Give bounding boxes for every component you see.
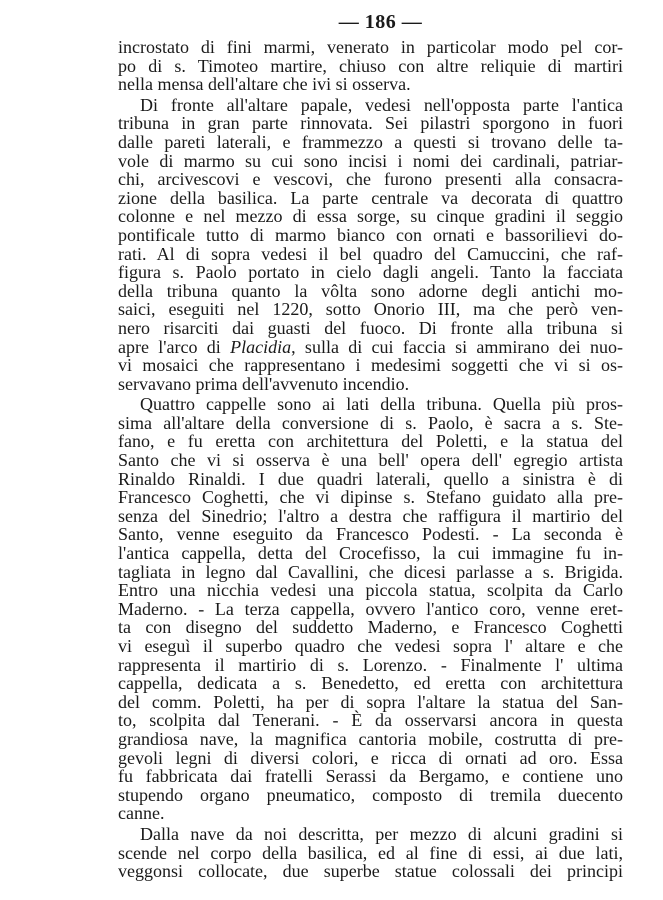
text-line: veggonsi collocate, due superbe statue colossali dei principi <box>118 861 623 882</box>
text-line: Entro una nicchia vedesi una piccola statua, scolpita da Carlo <box>118 580 623 601</box>
text-line: fu fabbricata dai fratelli Serassi da Bergamo, e contiene uno <box>118 766 623 787</box>
text-line: rati. Al di sopra vedesi il bel quadro del Camuccini, che raf- <box>118 243 623 264</box>
paragraph-4 <box>118 825 623 881</box>
text-line: Francesco Coghetti, che vi dipinse s. Stefano guidato alla pre- <box>118 487 623 508</box>
text-line: vi mosaici che rappresentano i medesimi soggetti che vi si os- <box>118 355 623 376</box>
text-line: Quattro cappelle sono ai lati della tribuna. Quella più pros- <box>140 394 623 415</box>
text-line: vole di marmo su cui sono incisi i nomi dei cardinali, patriar- <box>118 150 623 171</box>
text-line: ta con disegno del suddetto Maderno, e Francesco Coghetti <box>118 617 623 638</box>
text-line: nero risarciti dai guasti del fuoco. Di fronte alla tribuna si <box>118 317 623 338</box>
text-line: gevoli legni di diversi colori, e ricca di ornati ad oro. Essa <box>118 747 623 768</box>
paragraph-1 <box>118 38 623 94</box>
text-line: del comm. Poletti, ha per di sopra l'altare la statua del San- <box>118 691 623 712</box>
paragraph-2 <box>118 96 623 394</box>
text-line: scende nel corpo della basilica, ed al fine di essi, ai due lati, <box>118 842 623 863</box>
text-line: po di s. Timoteo martire, chiuso con altre reliquie di martiri <box>118 55 623 76</box>
text-line: Santo che vi si osserva è una bell' opera dell' egregio artista <box>118 450 623 471</box>
text-line: rappresenta il martirio di s. Lorenzo. - Finalmente l' ultima <box>118 654 623 675</box>
text-line: della tribuna quanto la vôlta sono adorne degli antichi mo- <box>118 280 623 301</box>
text-line: Maderno. - La terza cappella, ovvero l'antico coro, venne eret- <box>118 598 623 619</box>
text-line: Di fronte all'altare papale, vedesi nell'opposta parte l'antica <box>140 94 623 115</box>
paragraph-3 <box>118 395 623 823</box>
text-line: pontificale tutto di marmo bianco con ornati e bassorilievi do- <box>118 224 623 245</box>
text-line: nella mensa dell'altare che ivi si osserva. <box>118 74 411 95</box>
text-line: tagliata in legno dal Cavallini, che dicesi parlasse a s. Brigida. <box>118 561 623 582</box>
text-line: sima all'altare della conversione di s. Paolo, è sacra a s. Ste- <box>118 412 623 433</box>
text-line: Santo, venne eseguito da Francesco Podesti. - La seconda è <box>118 524 623 545</box>
text-line: cappella, dedicata a s. Benedetto, ed eretta con architettura <box>118 673 623 694</box>
text-line: tribuna in gran parte rinnovata. Sei pilastri sporgono in fuori <box>118 113 623 134</box>
text-line: dalle pareti laterali, e frammezzo a questi si trovano delle ta- <box>118 131 623 152</box>
text-line: saici, eseguiti nel 1220, sotto Onorio III, ma che però ven- <box>118 299 623 320</box>
text-line-with-italic: apre l'arco di Placidia, sulla di cui faccia si ammirano dei nuo- <box>118 336 623 357</box>
text-line: vi eseguì il superbo quadro che vedesi sopra l' altare e che <box>118 636 623 656</box>
text-line: Rinaldo Rinaldi. I due quadri laterali, quello a sinistra è di <box>118 468 623 489</box>
text-line: stupendo organo pneumatico, composto di tremila duecento <box>118 784 623 805</box>
text-line: canne. <box>118 803 165 824</box>
text-line: fano, e fu eretta con architettura del Poletti, e la statua del <box>118 431 623 452</box>
text-line: grandiosa nave, la magnifica cantoria mobile, costrutta di pre- <box>118 728 623 749</box>
page-number: — 186 — <box>338 11 423 33</box>
text-line: l'antica cappella, detta del Crocefisso, la cui immagine fu in- <box>118 543 623 564</box>
text-line: figura s. Paolo portato in cielo dagli angeli. Tanto la facciata <box>118 262 623 283</box>
text-line: incrostato di fini marmi, venerato in particolar modo pel cor- <box>118 37 623 57</box>
text-line: chi, arcivescovi e vescovi, che furono presenti alla consacra- <box>118 169 623 190</box>
text-line: zione della basilica. La parte centrale va decorata di quattro <box>118 187 623 208</box>
italic-word: Placidia <box>230 336 292 357</box>
text-line: senza del Sinedrio; l'altro a destra che raffigura il martirio del <box>118 505 623 526</box>
text-line: to, scolpita dal Tenerani. - È da osservarsi ancora in questa <box>118 710 623 731</box>
text-line: servavano prima dell'avvenuto incendio. <box>118 373 410 394</box>
text-line: Dalla nave da noi descritta, per mezzo di alcuni gradini si <box>140 823 623 844</box>
text-line: colonne e nel mezzo di essa sorge, su cinque gradini il seggio <box>118 206 623 227</box>
